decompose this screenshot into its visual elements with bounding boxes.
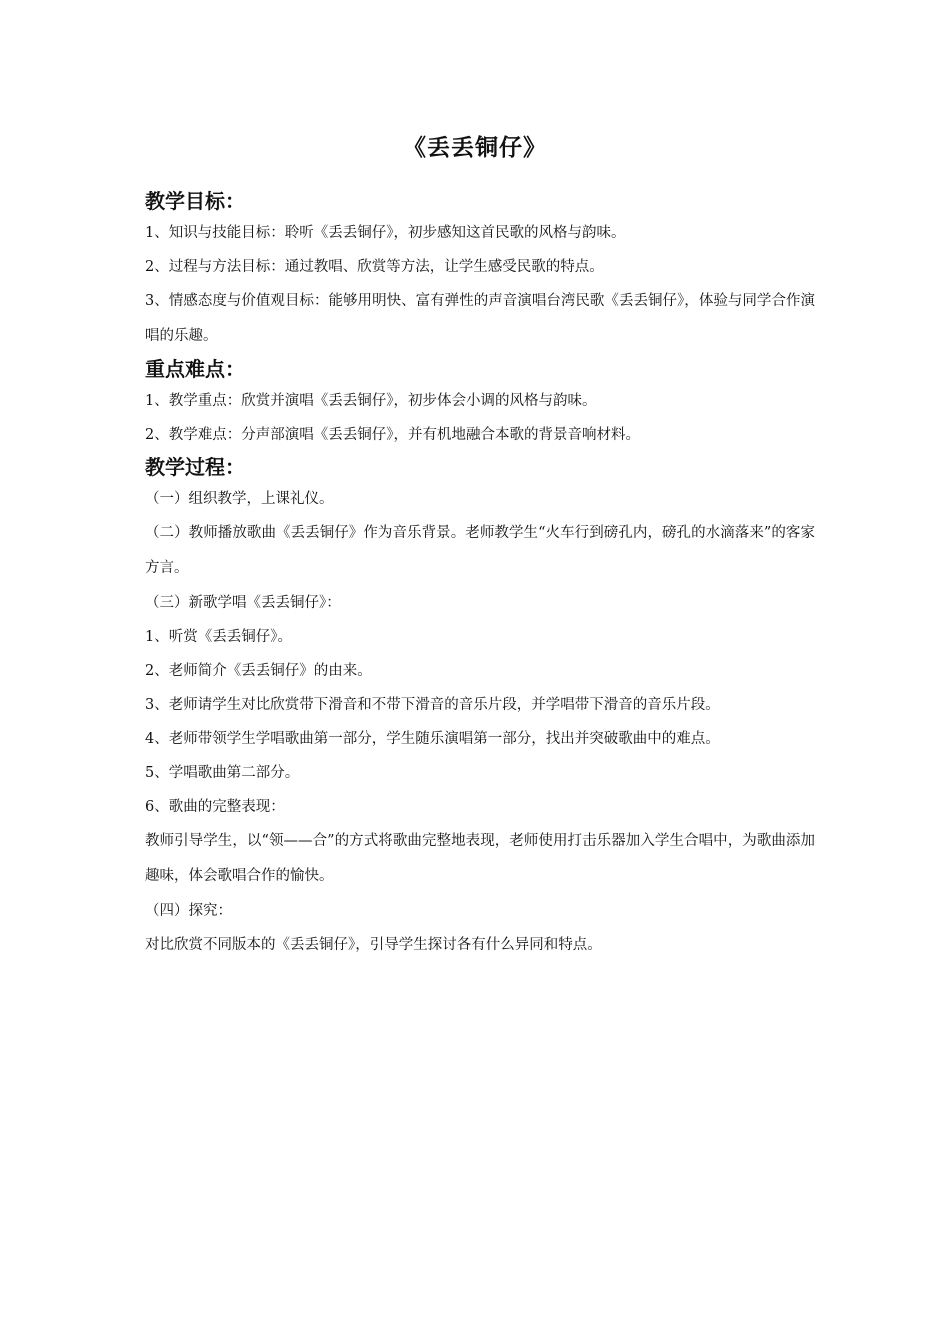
process-item: （三）新歌学唱《丢丢铜仔》： bbox=[145, 595, 341, 611]
objective-item: 3、情感态度与价值观目标：能够用明快、富有弹性的声音演唱台湾民歌《丢丢铜仔》，体验与同学合作演唱的乐趣。 bbox=[145, 293, 815, 344]
key-point-item: 1、教学重点：欣赏并演唱《丢丢铜仔》，初步体会小调的风格与韵味。 bbox=[145, 393, 597, 409]
section-heading-key-points: 重点难点： bbox=[145, 357, 245, 381]
process-item: 2、老师简介《丢丢铜仔》的由来。 bbox=[145, 663, 372, 679]
process-item: 1、听赏《丢丢铜仔》。 bbox=[145, 629, 292, 645]
process-item: （四）探究： bbox=[145, 903, 232, 919]
process-item: 6、歌曲的完整表现： bbox=[145, 799, 285, 815]
process-item: （二）教师播放歌曲《丢丢铜仔》作为音乐背景。老师教学生“火车行到磅孔内，磅孔的水滴落来”的客家方言。 bbox=[145, 525, 815, 576]
process-item: 5、学唱歌曲第二部分。 bbox=[145, 765, 300, 781]
document-title: 《丢丢铜仔》 bbox=[403, 135, 547, 161]
key-point-item: 2、教学难点：分声部演唱《丢丢铜仔》，并有机地融合本歌的背景音响材料。 bbox=[145, 427, 640, 443]
section-heading-objectives: 教学目标： bbox=[145, 189, 245, 213]
section-heading-process: 教学过程： bbox=[145, 455, 245, 479]
process-item: 教师引导学生，以“领——合”的方式将歌曲完整地表现，老师使用打击乐器加入学生合唱中，为歌曲添加趣味，体会歌唱合作的愉快。 bbox=[145, 833, 815, 884]
process-item: 对比欣赏不同版本的《丢丢铜仔》，引导学生探讨各有什么异同和特点。 bbox=[145, 937, 602, 953]
document-body bbox=[145, 186, 815, 962]
process-item: 3、老师请学生对比欣赏带下滑音和不带下滑音的音乐片段，并学唱带下滑音的音乐片段。 bbox=[145, 697, 720, 713]
objective-item: 2、过程与方法目标：通过教唱、欣赏等方法，让学生感受民歌的特点。 bbox=[145, 259, 604, 275]
process-item: （一）组织教学，上课礼仪。 bbox=[145, 491, 334, 507]
objective-item: 1、知识与技能目标：聆听《丢丢铜仔》，初步感知这首民歌的风格与韵味。 bbox=[145, 225, 626, 241]
process-item: 4、老师带领学生学唱歌曲第一部分，学生随乐演唱第一部分，找出并突破歌曲中的难点。 bbox=[145, 731, 720, 747]
